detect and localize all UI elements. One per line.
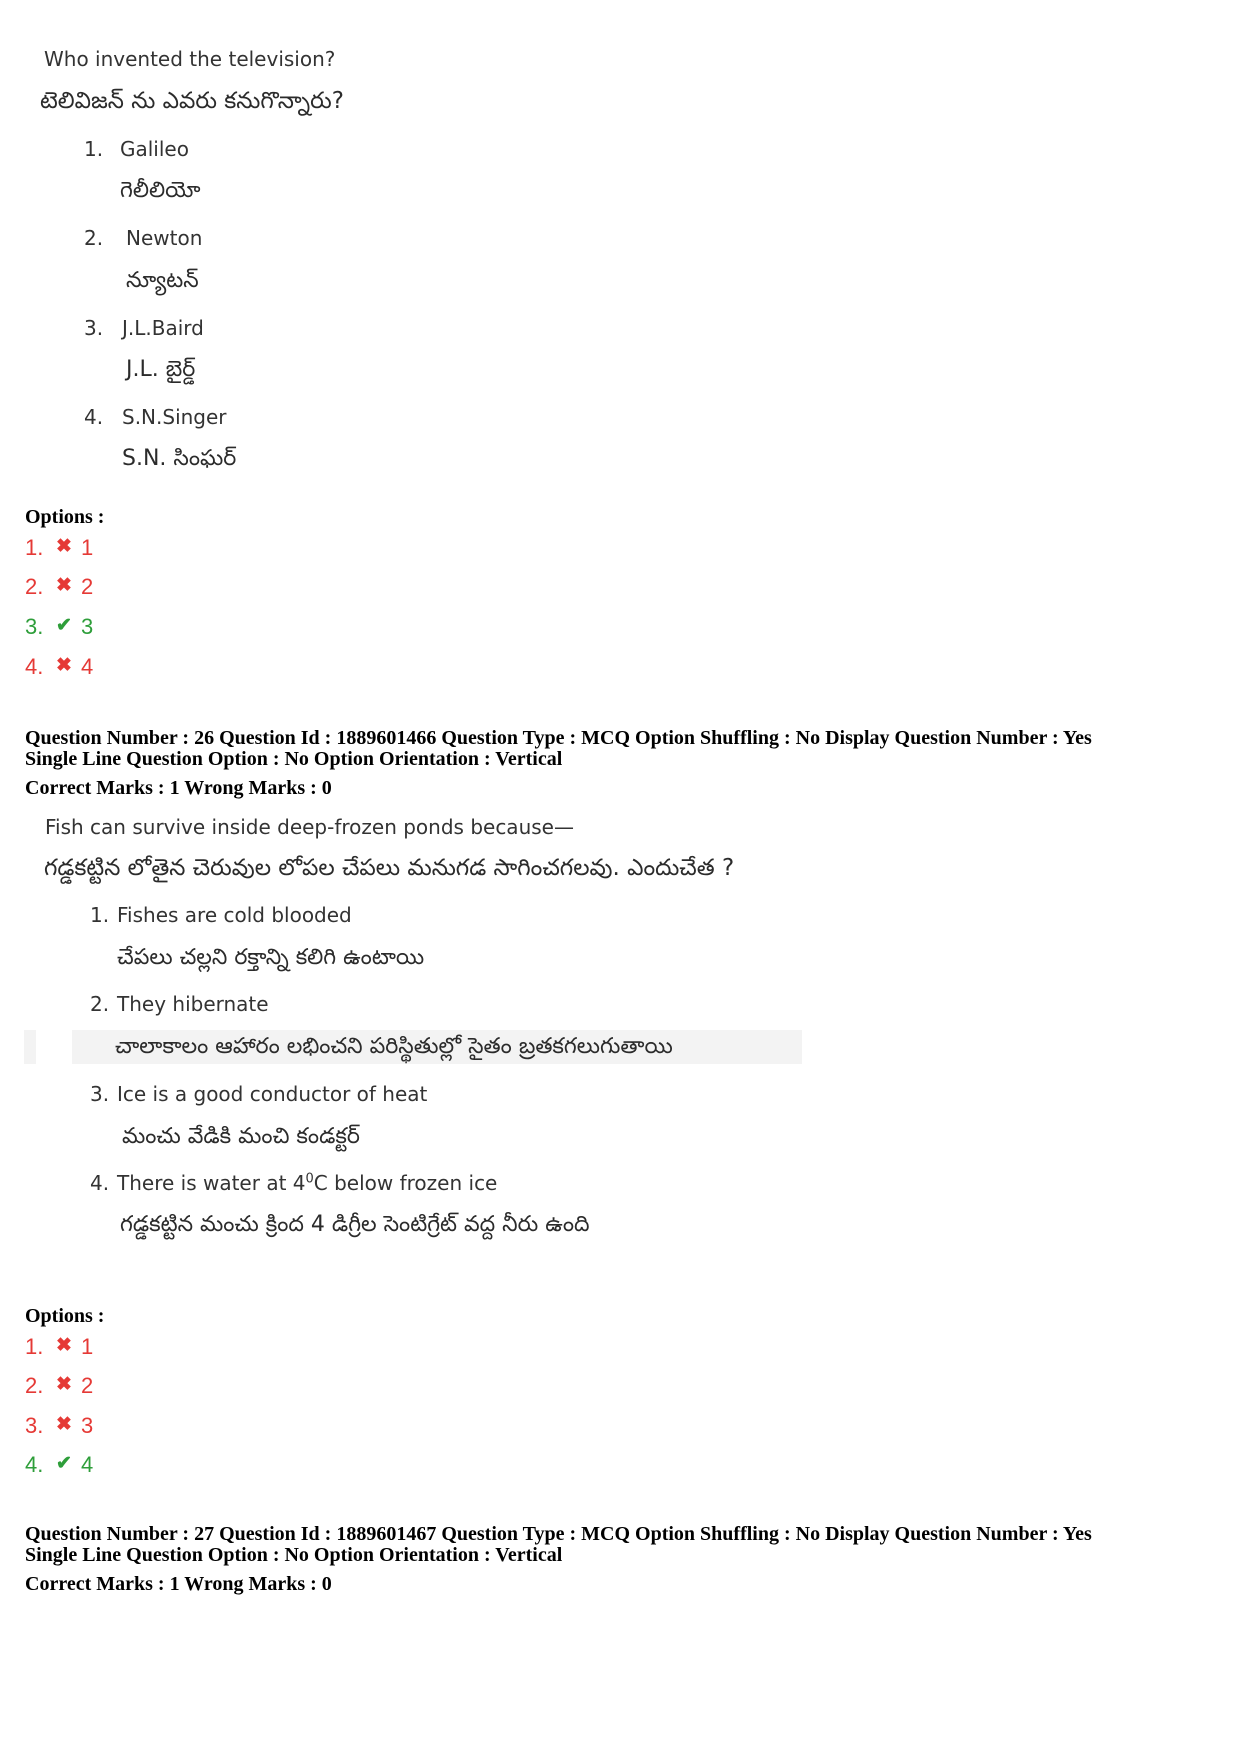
highlight-strip bbox=[24, 1030, 36, 1064]
option-number: 3. bbox=[25, 1413, 44, 1438]
q26-option-2 bbox=[25, 1373, 93, 1399]
q25-choice-2-num: 2. bbox=[84, 226, 104, 250]
cross-icon: ✖ bbox=[56, 655, 72, 676]
q26-choice-3-num: 3. bbox=[90, 1082, 110, 1106]
q25-option-1 bbox=[25, 535, 93, 561]
q26-choice-1-num: 1. bbox=[90, 903, 110, 927]
q26-question-te: గడ్డకట్టిన లోతైన చెరువుల లోపల చేపలు మనుగడ సాగించగలవు. ఎందుచేత ? bbox=[44, 855, 735, 881]
q25-options-label: Options : bbox=[25, 506, 105, 528]
q26-question-en: Fish can survive inside deep-frozen ponds because— bbox=[45, 815, 574, 839]
q26-choice-4-en bbox=[117, 1171, 497, 1195]
option-number: 4. bbox=[25, 1452, 44, 1477]
q26-choice-2-num: 2. bbox=[90, 992, 110, 1016]
q25-choice-3-en: J.L.Baird bbox=[122, 316, 204, 340]
option-number: 2. bbox=[25, 1373, 44, 1398]
option-value: 4 bbox=[81, 1452, 94, 1477]
q25-choice-4-num: 4. bbox=[84, 405, 104, 429]
cross-icon: ✖ bbox=[56, 1374, 72, 1395]
q25-choice-4-te: S.N. సింఘర్ bbox=[122, 446, 237, 471]
q26-option-4 bbox=[25, 1452, 93, 1478]
option-value: 3 bbox=[81, 614, 94, 639]
q26-option-3 bbox=[25, 1413, 93, 1439]
option-number: 2. bbox=[25, 574, 44, 599]
q26-options-label: Options : bbox=[25, 1305, 105, 1327]
check-icon: ✔ bbox=[56, 1453, 72, 1474]
q25-choice-2-te: న్యూటన్ bbox=[126, 268, 199, 293]
q26-choice-2-en: They hibernate bbox=[117, 992, 269, 1016]
q25-choice-3-te: J.L. బైర్డ్ bbox=[126, 357, 196, 382]
q26-choice-4-te: గడ్డకట్టిన మంచు క్రింద 4 డిగ్రీల సెంటిగ్రేట్ వద్ద నీరు ఉంది bbox=[120, 1212, 590, 1237]
cross-icon: ✖ bbox=[56, 1335, 72, 1356]
choice-text-pre: There is water at 4 bbox=[117, 1171, 306, 1195]
q26-choice-1-te: చేపలు చల్లని రక్తాన్ని కలిగి ఉంటాయి bbox=[117, 945, 425, 970]
choice-superscript: 0 bbox=[305, 1171, 314, 1187]
q26-marks: Correct Marks : 1 Wrong Marks : 0 bbox=[25, 777, 332, 799]
q26-choice-3-en: Ice is a good conductor of heat bbox=[117, 1082, 428, 1106]
q27-meta-line-1: Question Number : 27 Question Id : 1889601467 Question Type : MCQ Option Shuffling : No Display Question Number : Yes bbox=[25, 1523, 1092, 1545]
option-value: 2 bbox=[81, 1373, 94, 1398]
option-value: 4 bbox=[81, 654, 94, 679]
q25-question-te: టెలివిజన్ ను ఎవరు కనుగొన్నారు? bbox=[40, 88, 344, 114]
q26-choice-1-en: Fishes are cold blooded bbox=[117, 903, 352, 927]
q25-choice-4-en: S.N.Singer bbox=[122, 405, 227, 429]
option-number: 3. bbox=[25, 614, 44, 639]
q25-choice-1-te: గెలీలియో bbox=[120, 178, 201, 203]
q25-choice-1-num: 1. bbox=[84, 137, 104, 161]
option-value: 1 bbox=[81, 1334, 94, 1359]
q26-option-1 bbox=[25, 1334, 93, 1360]
option-value: 1 bbox=[81, 535, 94, 560]
q26-choice-2-te: చాలాకాలం ఆహారం లభించని పరిస్థితుల్లో సైతం బ్రతకగలుగుతాయి bbox=[115, 1034, 673, 1059]
q27-meta-line-2: Single Line Question Option : No Option Orientation : Vertical bbox=[25, 1544, 563, 1566]
cross-icon: ✖ bbox=[56, 536, 72, 557]
option-value: 3 bbox=[81, 1413, 94, 1438]
q26-meta-line-2: Single Line Question Option : No Option Orientation : Vertical bbox=[25, 748, 563, 770]
q25-option-2 bbox=[25, 574, 93, 600]
cross-icon: ✖ bbox=[56, 1414, 72, 1435]
q25-option-3 bbox=[25, 614, 93, 640]
q26-meta-line-1: Question Number : 26 Question Id : 1889601466 Question Type : MCQ Option Shuffling : No Display Question Number : Yes bbox=[25, 727, 1092, 749]
q25-option-4 bbox=[25, 654, 93, 680]
q25-question-en: Who invented the television? bbox=[44, 47, 336, 71]
q25-choice-2-en: Newton bbox=[126, 226, 203, 250]
q25-choice-1-en: Galileo bbox=[120, 137, 189, 161]
option-number: 4. bbox=[25, 654, 44, 679]
q25-choice-3-num: 3. bbox=[84, 316, 104, 340]
option-value: 2 bbox=[81, 574, 94, 599]
q26-choice-4-num: 4. bbox=[90, 1171, 110, 1195]
option-number: 1. bbox=[25, 1334, 44, 1359]
q26-choice-3-te: మంచు వేడికి మంచి కండక్టర్ bbox=[122, 1124, 360, 1149]
option-number: 1. bbox=[25, 535, 44, 560]
cross-icon: ✖ bbox=[56, 575, 72, 596]
choice-text-post: C below frozen ice bbox=[313, 1171, 498, 1195]
check-icon: ✔ bbox=[56, 615, 72, 636]
q27-marks: Correct Marks : 1 Wrong Marks : 0 bbox=[25, 1573, 332, 1595]
